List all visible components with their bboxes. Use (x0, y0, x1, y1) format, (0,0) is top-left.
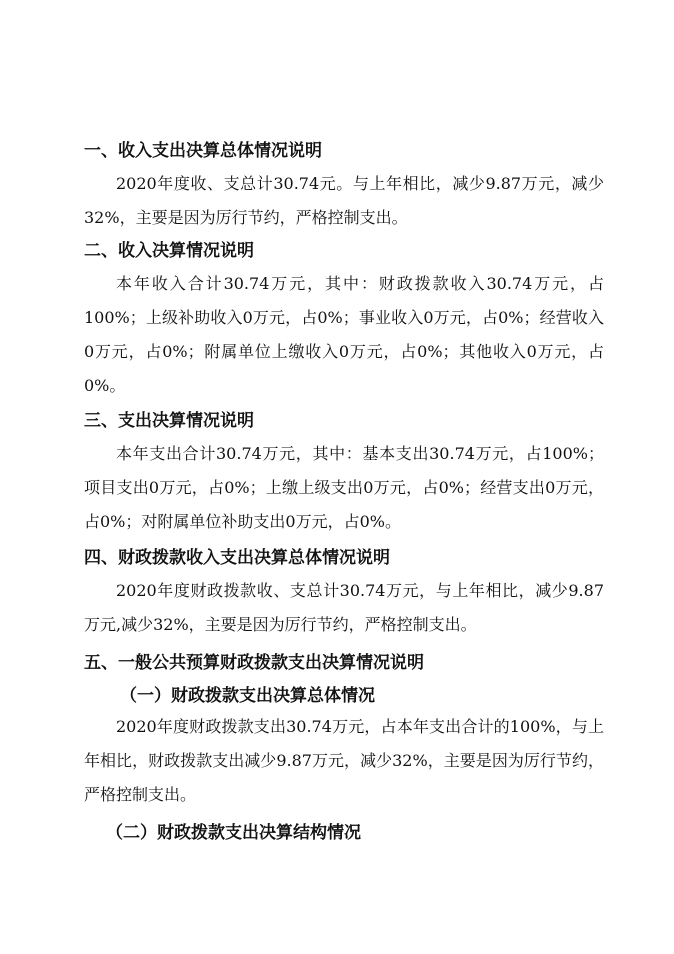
section-2-body: 本年收入合计30.74万元，其中：财政拨款收入30.74万元，占100%；上级补助收入0万元，占0%；事业收入0万元，占0%；经营收入0万元，占0%；附属单位上缴收入0万元，占0%；其他收入0万元，占0%。 (84, 274, 604, 395)
section-2-heading: 二、收入决算情况说明 (84, 241, 254, 261)
subsection-1-heading: （一）财政拨款支出决算总体情况 (120, 686, 375, 706)
section-3-heading: 三、支出决算情况说明 (84, 411, 254, 431)
subsection-2-heading: （二）财政拨款支出决算结构情况 (106, 823, 361, 843)
section-1-heading: 一、收入支出决算总体情况说明 (84, 141, 322, 161)
section-4-heading: 四、财政拨款收入支出决算总体情况说明 (84, 548, 390, 568)
section-5-heading: 五、一般公共预算财政拨款支出决算情况说明 (84, 653, 424, 673)
section-4-body: 2020年度财政拨款收、支总计30.74万元，与上年相比，减少9.87万元,减少32%，主要是因为厉行节约，严格控制支出。 (84, 581, 604, 634)
section-3-body: 本年支出合计30.74万元，其中：基本支出30.74万元，占100%；项目支出0万元，占0%；上缴上级支出0万元，占0%；经营支出0万元，占0%；对附属单位补助支出0万元，占0%。 (84, 444, 604, 531)
subsection-1-body: 2020年度财政拨款支出30.74万元，占本年支出合计的100%，与上年相比，财政拨款支出减少9.87万元，减少32%，主要是因为厉行节约，严格控制支出。 (84, 717, 604, 804)
section-1-body: 2020年度收、支总计30.74元。与上年相比，减少9.87万元，减少32%，主要是因为厉行节约，严格控制支出。 (84, 174, 604, 227)
